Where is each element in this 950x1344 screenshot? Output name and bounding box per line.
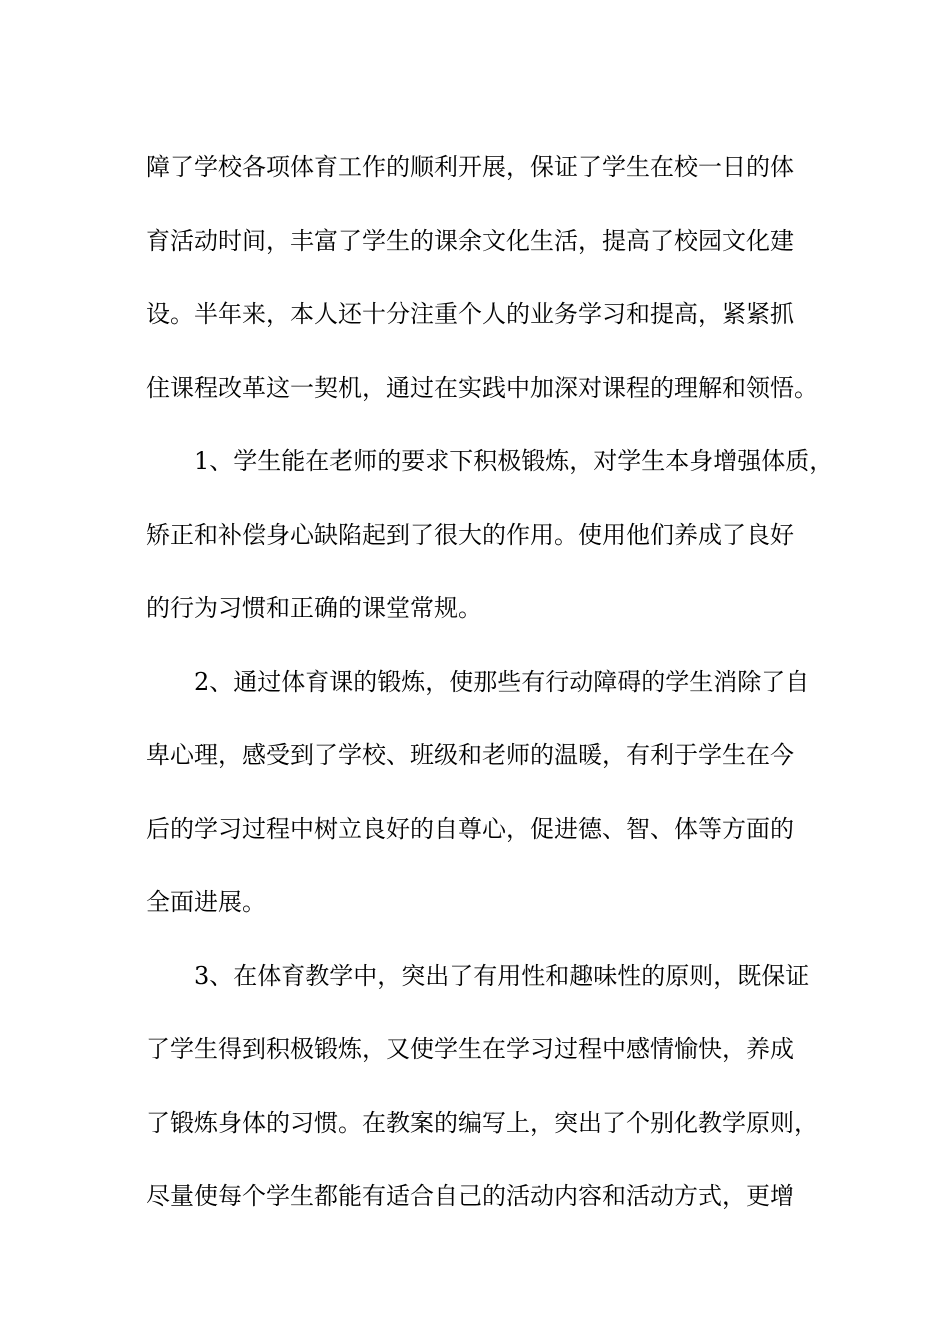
text-line: 设。半年来，本人还十分注重个人的业务学习和提高，紧紧抓 [146,300,794,328]
text-line: 全面进展。 [146,888,266,916]
paragraph-2-start: 2、通过体育课的锻炼，使那些有行动障碍的学生消除了自 [194,667,810,696]
text-line: 卑心理，感受到了学校、班级和老师的温暖，有利于学生在今 [146,741,794,769]
text-line: 矫正和补偿身心缺陷起到了很大的作用。使用他们养成了良好 [146,520,794,549]
text-line: 住课程改革这一契机，通过在实践中加深对课程的理解和领悟。 [146,373,818,402]
paragraph-1-start: 1、学生能在老师的要求下积极锻炼，对学生本身增强体质， [194,447,834,475]
text-line: 育活动时间，丰富了学生的课余文化生活，提高了校园文化建 [146,226,794,255]
body-text [146,131,834,1234]
paragraph-3-start: 3、在体育教学中，突出了有用性和趣味性的原则，既保证 [194,961,810,990]
text-line: 了锻炼身体的习惯。在教案的编写上，突出了个别化教学原则， [146,1108,818,1137]
text-line: 尽量使每个学生都能有适合自己的活动内容和活动方式，更增 [146,1182,794,1210]
text-line: 的行为习惯和正确的课堂常规。 [146,594,482,622]
text-line: 了学生得到积极锻炼，又使学生在学习过程中感情愉快，养成 [146,1035,794,1063]
text-line: 后的学习过程中树立良好的自尊心，促进德、智、体等方面的 [146,814,794,843]
text-line: 障了学校各项体育工作的顺利开展，保证了学生在校一日的体 [146,153,794,181]
